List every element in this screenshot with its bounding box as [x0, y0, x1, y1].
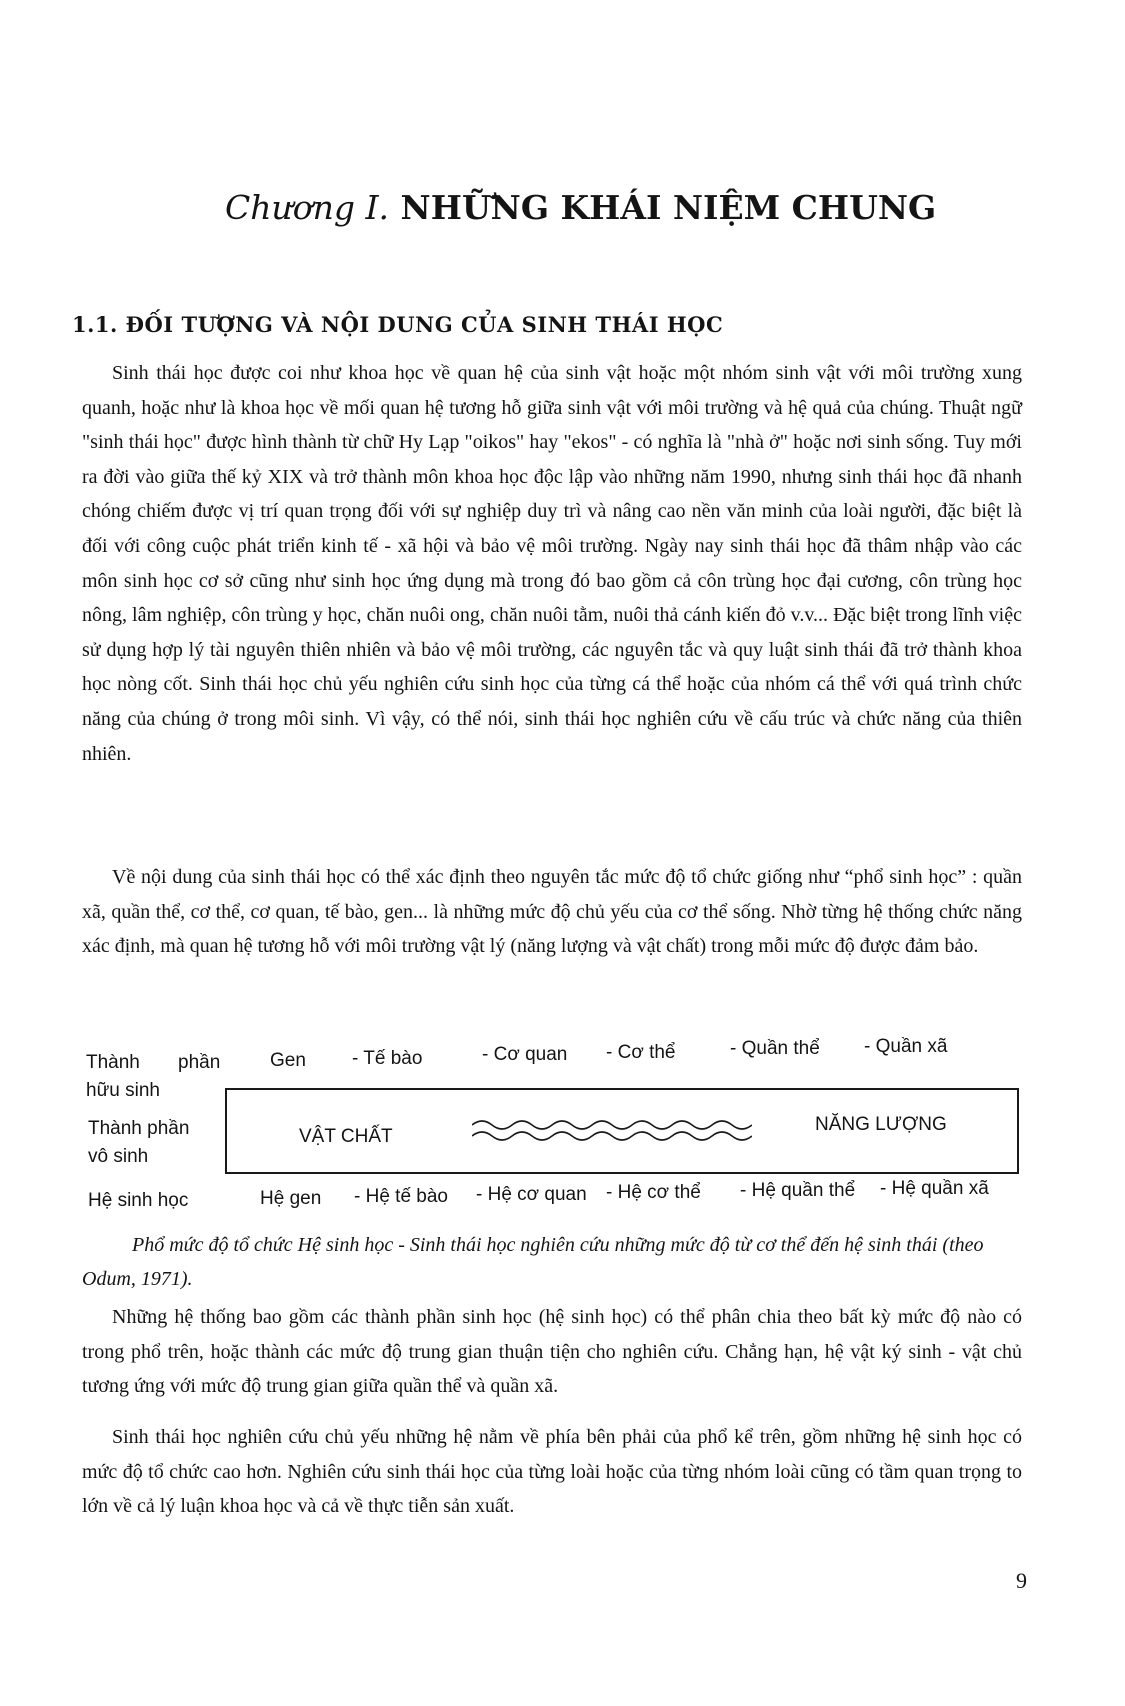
row1-item: - Quần thể — [730, 1038, 820, 1059]
energy-label: NĂNG LƯỢNG — [815, 1114, 947, 1135]
row3-item: - Hệ cơ thể — [606, 1182, 701, 1203]
page-number: 9 — [1016, 1568, 1027, 1593]
row3-item: - Hệ quần thể — [740, 1180, 856, 1201]
row3-item: - Hệ quần xã — [880, 1178, 989, 1199]
row1-item: - Cơ thể — [606, 1042, 676, 1063]
row2-label-a: Thành phần — [88, 1118, 190, 1139]
section-heading: 1.1. ĐỐI TƯỢNG VÀ NỘI DUNG CỦA SINH THÁI HỌC — [72, 312, 724, 337]
row1-label-a: Thành — [86, 1052, 140, 1073]
chapter-prefix: Chương I. — [225, 188, 390, 227]
organization-spectrum-diagram — [0, 1036, 1125, 1220]
row3-item: Hệ gen — [260, 1188, 322, 1209]
paragraph-text: Sinh thái học nghiên cứu chủ yếu những hệ nằm về phía bên phải của phổ kể trên, gồm những hệ sinh học có mức độ tổ chức cao hơn. Nghiên cứu sinh thái học của từng loài hoặc của từng nhóm loài cũng có tầm quan trọng to lớn về cả lý luận khoa học và cả về thực tiễn sản xuất. — [82, 1426, 1022, 1518]
row2-label-b: vô sinh — [88, 1146, 149, 1167]
chapter-name: NHỮNG KHÁI NIỆM CHUNG — [400, 188, 937, 227]
wavy-exchange-icon — [472, 1114, 752, 1148]
paragraph-text: Những hệ thống bao gồm các thành phần sinh học (hệ sinh học) có thể phân chia theo bất kỳ mức độ nào có trong phổ trên, hoặc thành các mức độ trung gian thuận tiện cho nghiên cứu. Chẳng hạn, hệ vật ký sinh - vật chủ tương ứng với mức độ trung gian giữa quần thể và quần xã. — [82, 1306, 1022, 1398]
paragraph-1 — [82, 356, 1022, 771]
paragraph-text: Sinh thái học được coi như khoa học về quan hệ của sinh vật hoặc một nhóm sinh vật với môi trường xung quanh, hoặc như là khoa học về mối quan hệ tương hỗ giữa sinh vật với môi trường và hệ quả của chúng. Thuật ngữ "sinh thái học" được hình thành từ chữ Hy Lạp "oikos" hay "ekos" - có nghĩa là "nhà ở" hoặc nơi sinh sống. Tuy mới ra đời vào giữa thế kỷ XIX và trở thành môn khoa học độc lập vào những năm 1990, nhưng sinh thái học đã nhanh chóng chiếm được vị trí quan trọng đối với sự nghiệp duy trì và nâng cao nền văn minh của loài người, đặc biệt là đối với công cuộc phát triển kinh tế - xã hội và bảo vệ môi trường. Ngày nay sinh thái học đã thâm nhập vào các môn sinh học cơ sở cũng như sinh học ứng dụng mà trong đó bao gồm cả côn trùng học đại cương, côn trùng học nông, lâm nghiệp, côn trùng y học, chăn nuôi ong, chăn nuôi tằm, nuôi thả cánh kiến đỏ v.v... Đặc biệt trong lĩnh việc sử dụng hợp lý tài nguyên thiên nhiên và bảo vệ môi trường, các nguyên tắc và quy luật sinh thái đã trở thành khoa học nòng cốt. Sinh thái học chủ yếu nghiên cứu sinh học của từng cá thể hoặc của nhóm cá thể với quá trình chức năng của chúng ở trong môi sinh. Vì vậy, có thể nói, sinh thái học nghiên cứu về cấu trúc và chức năng của thiên nhiên. — [82, 362, 1022, 765]
row1-item: - Tế bào — [352, 1048, 423, 1069]
paragraph-3 — [82, 1300, 1022, 1404]
row3-item: - Hệ cơ quan — [476, 1184, 587, 1205]
row1-label-b: phần — [178, 1052, 221, 1073]
paragraph-text: Về nội dung của sinh thái học có thể xác định theo nguyên tắc mức độ tổ chức giống như “phổ sinh học” : quần xã, quần thể, cơ thể, cơ quan, tế bào, gen... là những mức độ chủ yếu của cơ thể sống. Nhờ từng hệ thống chức năng xác định, mà quan hệ tương hỗ với môi trường vật lý (năng lượng và vật chất) trong mỗi mức độ được đảm bảo. — [82, 866, 1022, 958]
row1-item: Gen — [270, 1050, 306, 1071]
row1-item: - Quần xã — [864, 1036, 948, 1057]
diagram-caption: Phổ mức độ tổ chức Hệ sinh học - Sinh thái học nghiên cứu những mức độ từ cơ thể đến hệ sinh thái (theo Odum, 1971). — [82, 1234, 984, 1290]
paragraph-2 — [82, 860, 1022, 964]
row1-item: - Cơ quan — [482, 1044, 568, 1065]
matter-label: VẬT CHẤT — [299, 1126, 393, 1147]
row3-item: - Hệ tế bào — [354, 1186, 448, 1207]
abiotic-box — [225, 1088, 1019, 1174]
chapter-title — [225, 188, 937, 227]
row3-label: Hệ sinh học — [88, 1190, 189, 1211]
paragraph-4 — [82, 1420, 1022, 1524]
row1-label-c: hữu sinh — [86, 1080, 160, 1101]
